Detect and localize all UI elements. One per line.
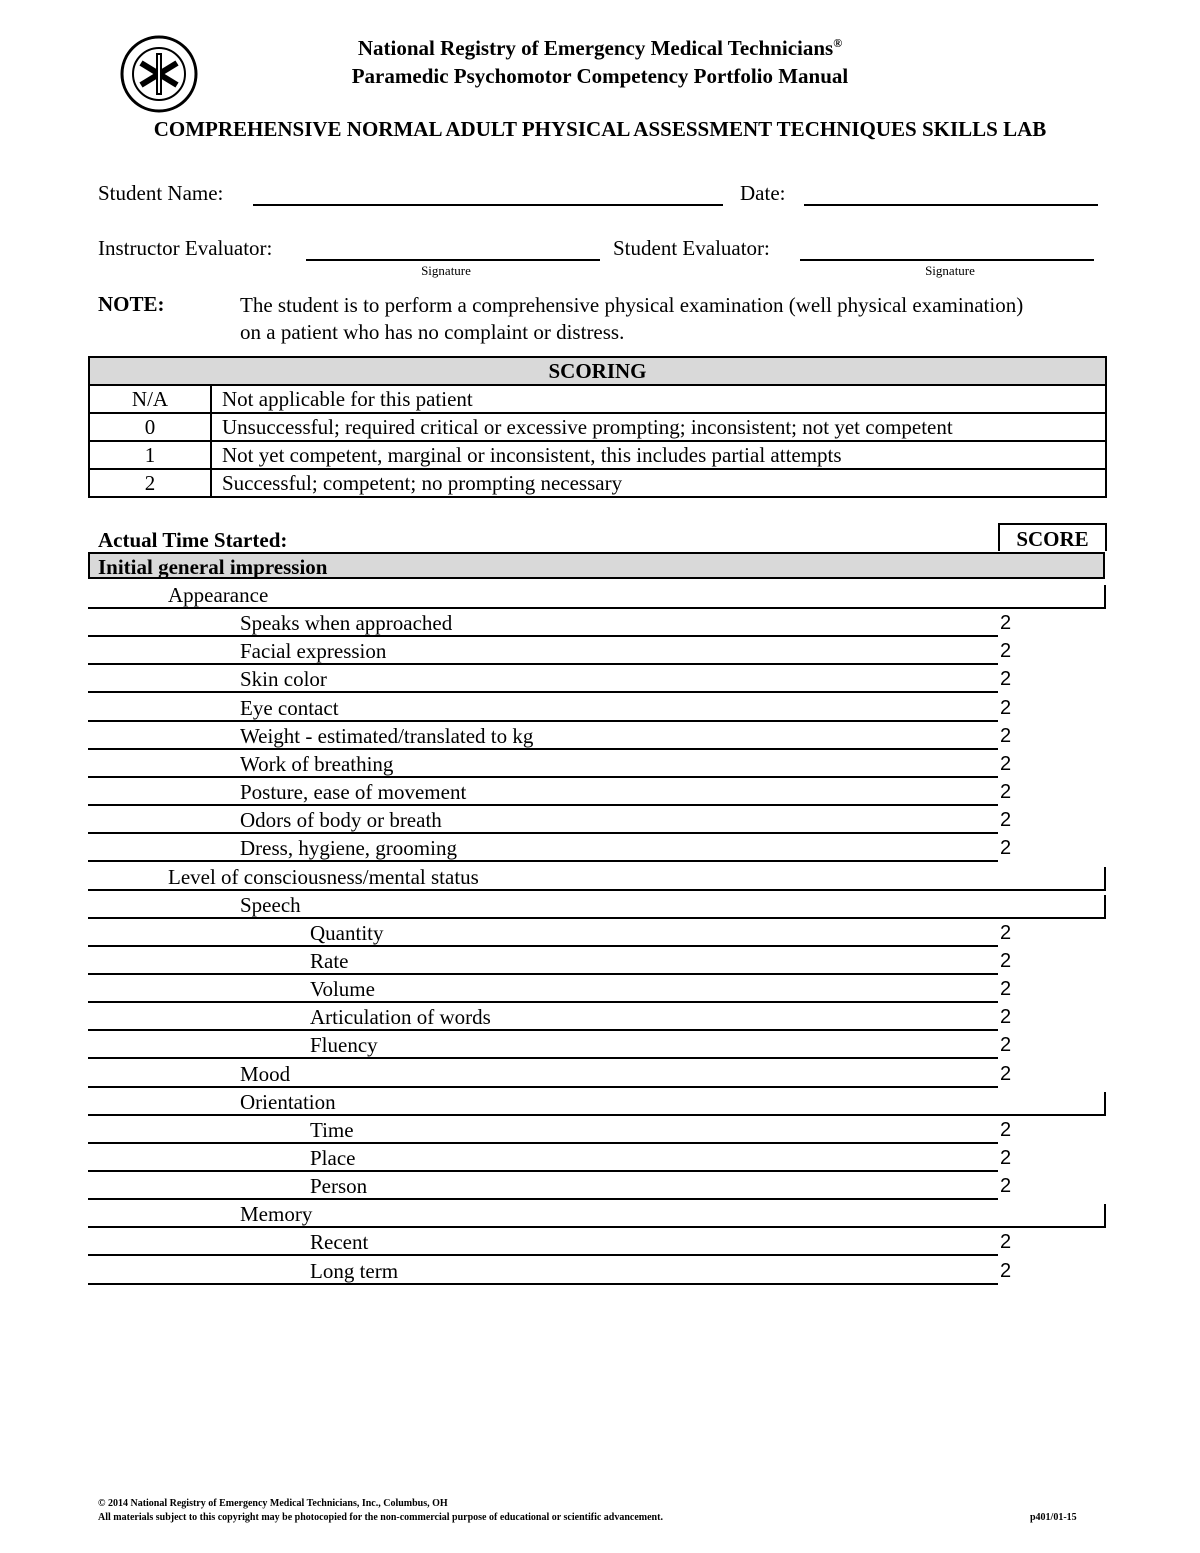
scoring-code: 0: [89, 413, 211, 441]
checklist-item-label: Appearance: [168, 583, 269, 607]
checklist-row: [88, 1200, 1106, 1228]
checklist-item-label: Person: [310, 1174, 368, 1198]
checklist-item-score[interactable]: 2: [1000, 950, 1012, 972]
note-text: The student is to perform a comprehensive physical examination (well physical examination) on a patient who has no complaint or distress.: [240, 293, 1024, 344]
checklist-item-label: Work of breathing: [240, 752, 394, 776]
instructor-evaluator-label: Instructor Evaluator:: [98, 236, 273, 260]
checklist-item-label: Rate: [310, 949, 349, 973]
checklist-item-label: Time: [310, 1118, 354, 1142]
checklist-item-label: Weight - estimated/translated to kg: [240, 724, 534, 748]
checklist-item-label: Posture, ease of movement: [240, 780, 467, 804]
instructor-signature-caption: Signature: [421, 263, 471, 278]
checklist-item-label: Quantity: [310, 921, 384, 945]
scoring-desc: Not applicable for this patient: [211, 385, 1106, 413]
footer-copyright: © 2014 National Registry of Emergency Medical Technicians, Inc., Columbus, OH: [98, 1498, 448, 1509]
checklist-item-score[interactable]: 2: [1000, 1006, 1012, 1028]
checklist-item-score[interactable]: 2: [1000, 668, 1012, 690]
checklist-row: [88, 834, 1012, 862]
org-name: National Registry of Emergency Medical Technicians®: [357, 36, 843, 60]
checklist-item-label: Memory: [240, 1202, 313, 1226]
date-field[interactable]: [804, 204, 1098, 206]
scoring-code: N/A: [89, 385, 211, 413]
scoring-desc: Unsuccessful; required critical or excessive prompting; inconsistent; not yet competent: [211, 413, 1106, 441]
checklist-item-score[interactable]: 2: [1000, 1260, 1012, 1282]
checklist-item-score[interactable]: 2: [1000, 1231, 1012, 1253]
checklist-item-label: Skin color: [240, 667, 327, 691]
checklist-row: [88, 581, 1106, 609]
checklist-item-score[interactable]: 2: [1000, 809, 1012, 831]
checklist-row: [88, 1003, 1012, 1031]
scoring-code: 1: [89, 441, 211, 469]
student-evaluator-field[interactable]: [800, 259, 1094, 261]
manual-name: Paramedic Psychomotor Competency Portfolio Manual: [351, 64, 849, 88]
checklist-row: [88, 919, 1012, 947]
checklist-item-label: Long term: [310, 1259, 399, 1283]
checklist-item-score[interactable]: 2: [1000, 1147, 1012, 1169]
checklist-row: [88, 722, 1012, 750]
scoring-code: 2: [89, 469, 211, 497]
checklist-row: [88, 778, 1012, 806]
checklist-item-label: Facial expression: [240, 639, 387, 663]
student-name-label: Student Name:: [98, 181, 224, 205]
checklist-row: [88, 1116, 1012, 1144]
checklist-item-label: Odors of body or breath: [240, 808, 442, 832]
checklist-item-score[interactable]: 2: [1000, 640, 1012, 662]
checklist-item-label: Dress, hygiene, grooming: [240, 836, 457, 860]
checklist-row: [88, 975, 1012, 1003]
instructor-evaluator-field[interactable]: [306, 259, 600, 261]
checklist-row: [88, 1228, 1012, 1256]
checklist-row: [88, 694, 1012, 722]
checklist-item-score[interactable]: 2: [1000, 725, 1012, 747]
time-started-label: Actual Time Started:: [98, 528, 288, 552]
checklist-row: [88, 1088, 1106, 1116]
date-label: Date:: [740, 181, 786, 205]
scoring-header: SCORING: [89, 357, 1106, 385]
scoring-row: [89, 385, 1106, 413]
student-signature-caption: Signature: [925, 263, 975, 278]
checklist-item-label: Speech: [240, 893, 301, 917]
checklist-row: [88, 1060, 1012, 1088]
checklist-item-label: Recent: [310, 1230, 369, 1254]
checklist-item-label: Articulation of words: [310, 1005, 491, 1029]
checklist-row: [88, 1144, 1012, 1172]
scoring-desc: Successful; competent; no prompting necessary: [211, 469, 1106, 497]
checklist-item-score[interactable]: 2: [1000, 1034, 1012, 1056]
scoring-desc: Not yet competent, marginal or inconsistent, this includes partial attempts: [211, 441, 1106, 469]
checklist-item-score[interactable]: 2: [1000, 837, 1012, 859]
checklist-row: [88, 637, 1012, 665]
student-name-field[interactable]: [253, 204, 723, 206]
checklist-row: [88, 947, 1012, 975]
page-title: COMPREHENSIVE NORMAL ADULT PHYSICAL ASSESSMENT TECHNIQUES SKILLS LAB: [153, 117, 1047, 141]
checklist-row: [88, 863, 1106, 891]
checklist-item-label: Orientation: [240, 1090, 336, 1114]
student-evaluator-label: Student Evaluator:: [613, 236, 770, 260]
checklist-row: [88, 891, 1106, 919]
checklist-item-score[interactable]: 2: [1000, 781, 1012, 803]
checklist-row: [88, 750, 1012, 778]
checklist-row: [88, 665, 1012, 693]
checklist-row: [88, 806, 1012, 834]
checklist-item-label: Place: [310, 1146, 356, 1170]
checklist-item-label: Fluency: [310, 1033, 378, 1057]
section-header: Initial general impression: [88, 552, 1105, 579]
note-label: NOTE:: [98, 292, 165, 316]
checklist-item-score[interactable]: 2: [1000, 612, 1012, 634]
checklist-row: [88, 1257, 1012, 1285]
scoring-row: [89, 469, 1106, 497]
checklist-item-label: Speaks when approached: [240, 611, 453, 635]
checklist-item-score[interactable]: 2: [1000, 978, 1012, 1000]
checklist-item-score[interactable]: 2: [1000, 753, 1012, 775]
checklist-row: [88, 1172, 1012, 1200]
checklist-row: [88, 1031, 1012, 1059]
checklist-item-label: Mood: [240, 1062, 291, 1086]
checklist-item-score[interactable]: 2: [1000, 922, 1012, 944]
checklist-item-label: Eye contact: [240, 696, 339, 720]
footer-code: p401/01-15: [1030, 1512, 1077, 1523]
checklist-item-score[interactable]: 2: [1000, 1119, 1012, 1141]
footer-terms: All materials subject to this copyright may be photocopied for the non-commercial purpose of educational or scientific advancement.: [98, 1512, 663, 1523]
checklist-item-score[interactable]: 2: [1000, 1063, 1012, 1085]
checklist-item-score[interactable]: 2: [1000, 697, 1012, 719]
checklist-item-score[interactable]: 2: [1000, 1175, 1012, 1197]
scoring-row: [89, 441, 1106, 469]
score-header: SCORE: [998, 523, 1107, 551]
scoring-table: [88, 356, 1107, 498]
scoring-row: [89, 413, 1106, 441]
checklist-row: [88, 609, 1012, 637]
checklist-item-label: Volume: [310, 977, 375, 1001]
checklist-item-label: Level of consciousness/mental status: [168, 865, 479, 889]
